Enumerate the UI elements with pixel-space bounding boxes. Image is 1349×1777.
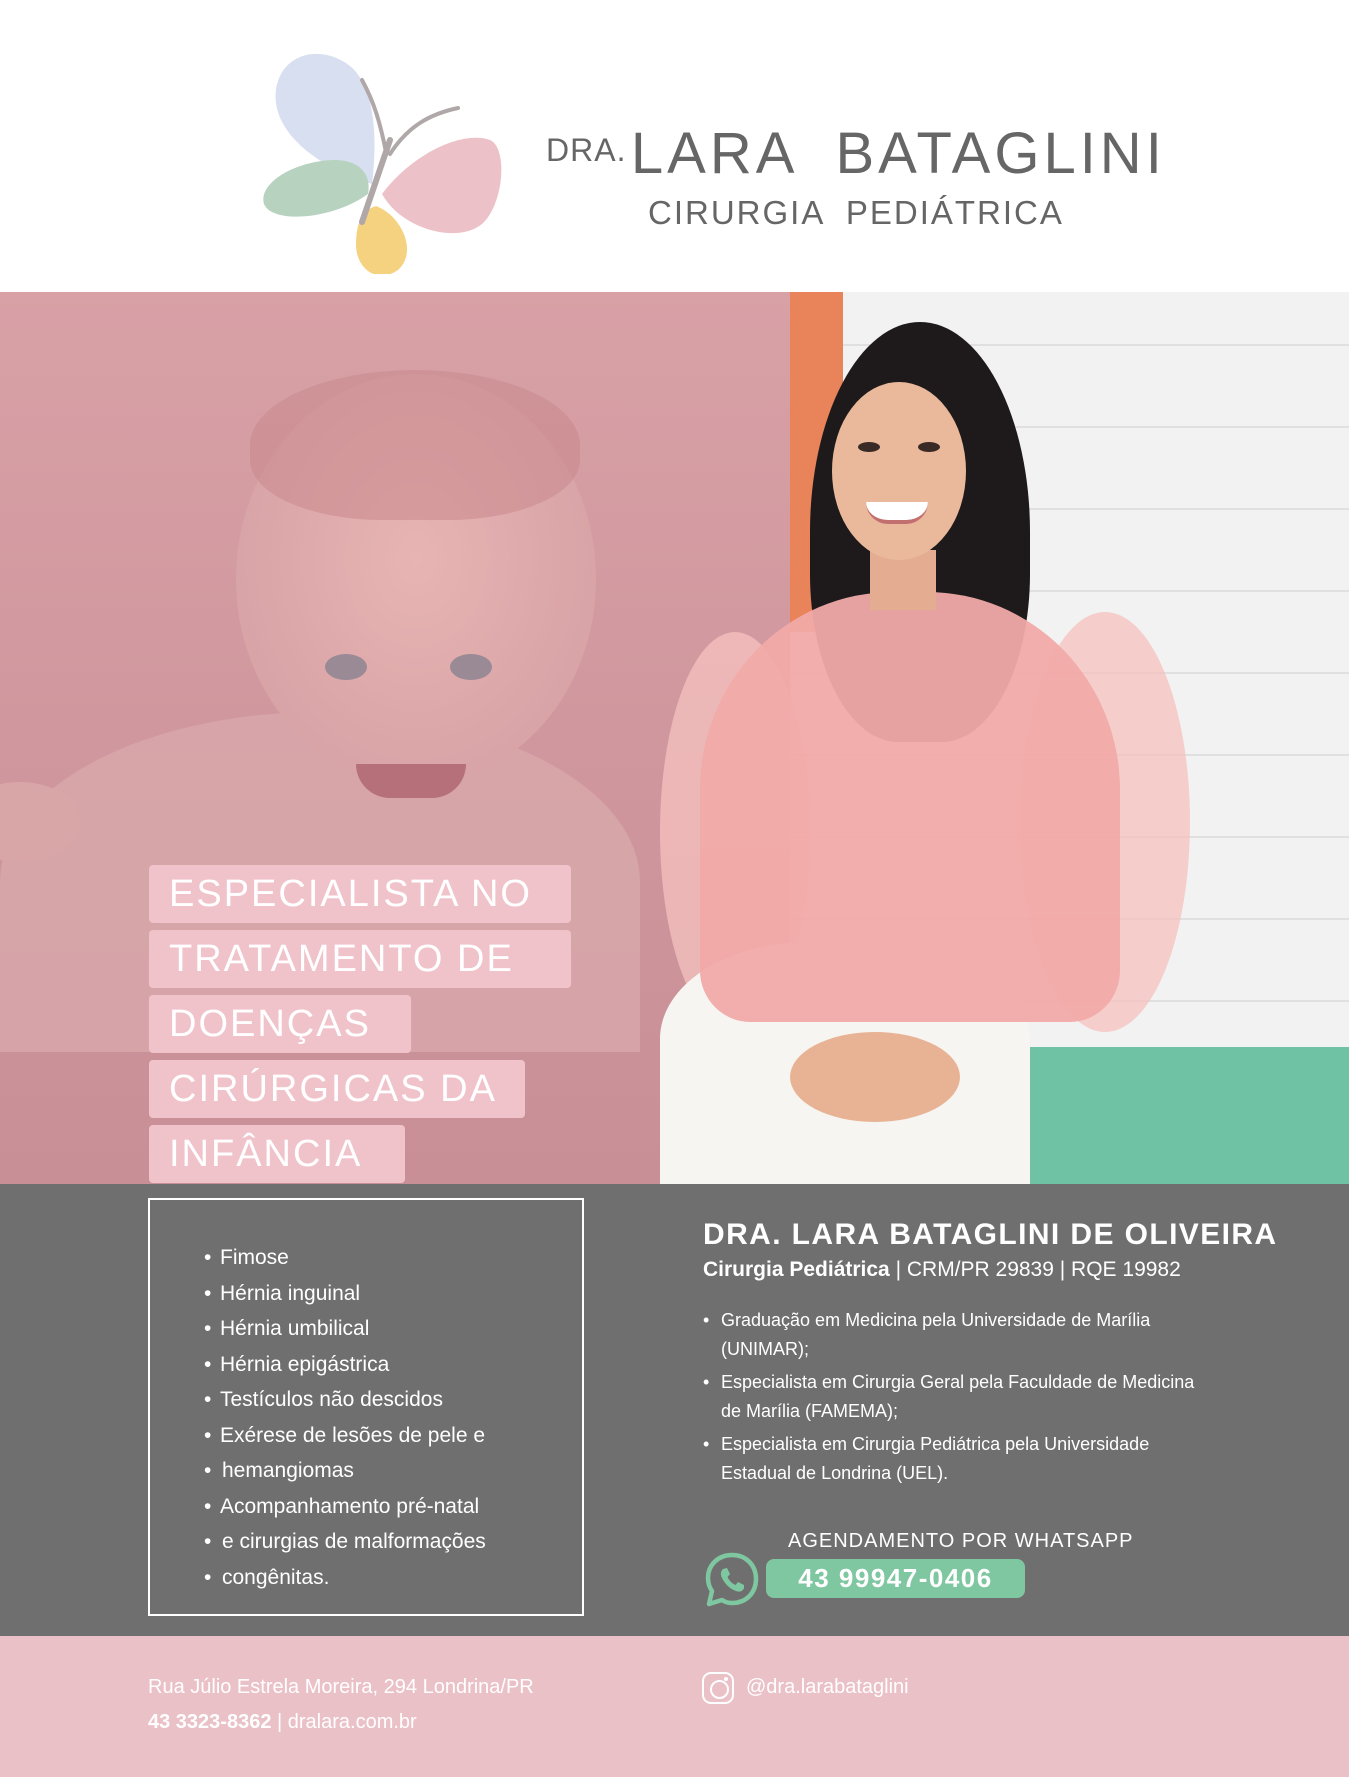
hero-photo [0,292,1349,1184]
brand-title [546,120,1166,187]
doctor-hands [790,1032,960,1122]
condition-item: • Fimose [204,1240,486,1276]
whatsapp-icon[interactable] [703,1551,761,1609]
condition-item: • Hérnia epigástrica [204,1347,486,1383]
doctor-specialty: Cirurgia Pediátrica [703,1258,890,1281]
headline-line-2: TRATAMENTO DE [149,930,571,988]
footer-website[interactable]: dralara.com.br [287,1711,417,1733]
headline-line-4: CIRÚRGICAS DA [149,1060,525,1118]
cv-item: • Especialista em Cirurgia Pediátrica pela Universidade Estadual de Londrina (UEL). [703,1430,1203,1488]
doctor-face [832,382,966,560]
footer-contact [148,1711,417,1734]
baby-eye-left [325,654,367,680]
condition-item: • Hérnia inguinal [204,1276,486,1312]
conditions-list [204,1240,486,1595]
cv-item: • Graduação em Medicina pela Universidade de Marília (UNIMAR); [703,1306,1203,1364]
cv-item: • Especialista em Cirurgia Geral pela Faculdade de Medicina de Marília (FAMEMA); [703,1368,1203,1426]
doctor-eye-right [918,442,940,452]
doctor-registration: | CRM/PR 29839 | RQE 19982 [889,1258,1181,1281]
brand-block [546,120,1166,231]
doctor-blouse [700,592,1120,1022]
condition-item: • Exérese de lesões de pele e [204,1418,486,1454]
baby-mouth [356,764,466,798]
header [0,0,1349,292]
info-panel [0,1184,1349,1636]
whatsapp-label: AGENDAMENTO POR WHATSAPP [788,1530,1134,1552]
cv-list [703,1306,1203,1492]
baby-hair [250,370,580,520]
headline-line-3: DOENÇAS [149,995,411,1053]
headline-line-5: INFÂNCIA [149,1125,405,1183]
footer [0,1636,1349,1777]
instagram-icon[interactable] [702,1672,734,1704]
brand-name: LARA BATAGLINI [630,121,1166,186]
condition-item-continuation: • e cirurgias de malformações [204,1524,486,1560]
condition-item-continuation: • congênitas. [204,1560,486,1596]
brand-specialty: CIRURGIA PEDIÁTRICA [648,194,1064,231]
footer-separator: | [271,1711,288,1733]
whatsapp-number[interactable]: 43 99947-0406 [766,1559,1025,1598]
condition-item: • Hérnia umbilical [204,1311,486,1347]
conditions-box [148,1198,584,1616]
condition-item-continuation: • hemangiomas [204,1453,486,1489]
baby-eye-right [450,654,492,680]
footer-address: Rua Júlio Estrela Moreira, 294 Londrina/PR [148,1676,534,1698]
doctor-full-name: DRA. LARA BATAGLINI DE OLIVEIRA [703,1218,1278,1251]
condition-item: • Acompanhamento pré-natal [204,1489,486,1525]
butterfly-logo-icon [262,44,502,274]
doctor-credentials [703,1258,1181,1282]
condition-item: • Testículos não descidos [204,1382,486,1418]
footer-phone[interactable]: 43 3323-8362 [148,1711,272,1733]
footer-instagram-handle[interactable]: @dra.larabataglini [746,1676,909,1698]
headline-line-1: ESPECIALISTA NO [149,865,571,923]
brand-prefix: DRA. [546,132,627,168]
doctor-eye-left [858,442,880,452]
